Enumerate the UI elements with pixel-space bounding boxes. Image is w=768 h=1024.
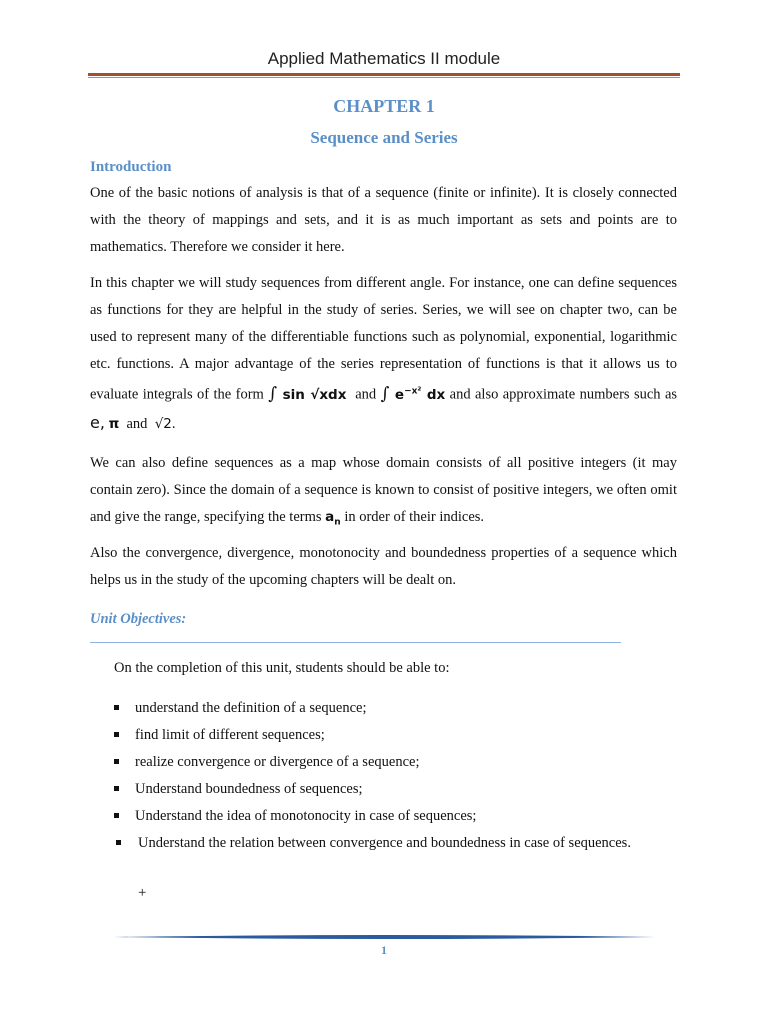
paragraph-2-text: In this chapter we will study sequences from different angle. For instance, one can define sequences as functions for they are helpful in the study of series. Series, we will see on chapter two, can be used to represent many of the differentiable functions such as polynomial, exponential, logarithmic etc. functions. A major advantage of the series representation of functions is that it allows us to evaluate integrals of the form: [90, 275, 677, 403]
unit-objectives-heading: Unit Objectives:: [90, 611, 187, 627]
introduction-paragraph-3: [90, 450, 677, 537]
square-bullet-icon: [116, 840, 121, 845]
chapter-label: CHAPTER 1: [333, 96, 435, 116]
square-bullet-icon: [114, 786, 119, 791]
objectives-underline: [90, 642, 621, 643]
header-rule: [88, 73, 680, 76]
sequence-term-symbol: $a_n$: [325, 509, 341, 528]
paragraph-3-tail: in order of their indices.: [344, 509, 485, 525]
square-bullet-icon: [114, 732, 119, 737]
introduction-heading: Introduction: [90, 159, 172, 175]
list-item: realize convergence or divergence of a sequence;: [112, 751, 631, 778]
sentence-period: .: [171, 415, 176, 432]
running-header-title: Applied Mathematics II module: [267, 49, 501, 68]
introduction-paragraph-2: [90, 270, 677, 438]
and-connector-2: and: [126, 415, 148, 432]
square-bullet-icon: [114, 705, 119, 710]
integral-e-minus-x-squared: ∫ $e^{-x^2}$ dx: [380, 383, 446, 404]
square-bullet-icon: [114, 759, 119, 764]
header-rule-thin: [88, 77, 680, 78]
constant-pi: π: [108, 415, 120, 432]
integral-sin-sqrt-x: ∫ sin √xdx: [268, 383, 347, 404]
objectives-list: [112, 697, 631, 859]
introduction-paragraph-4: Also the convergence, divergence, monotonocity and boundedness properties of a sequence which helps us in the study of the upcoming chapters will be dealt on.: [90, 545, 677, 588]
stray-plus-mark: +: [138, 885, 147, 901]
constant-e: e,: [90, 412, 105, 432]
and-connector: and: [355, 386, 377, 403]
list-item: Understand the idea of monotonocity in case of sequences;: [112, 805, 631, 832]
paragraph-2-mid: and also approximate numbers such as: [449, 386, 678, 403]
list-item: find limit of different sequences;: [112, 724, 631, 751]
introduction-paragraph-1: One of the basic notions of analysis is that of a sequence (finite or infinite). It is closely connected with the theory of mappings and sets, and it is as much important as sets and points are to mathematics. Therefore we consider it here.: [90, 185, 677, 255]
list-item: Understand boundedness of sequences;: [112, 778, 631, 805]
list-item: understand the definition of a sequence;: [112, 697, 631, 724]
constant-sqrt-2: √2: [154, 415, 172, 432]
footer-rule: [114, 934, 656, 940]
objectives-intro: On the completion of this unit, students should be able to:: [114, 660, 450, 676]
paragraph-3-text: We can also define sequences as a map whose domain consists of all positive integers (it may contain zero). Since the domain of a sequence is known to consist of positive integers, we often omit and give the range, specifying the terms: [90, 455, 677, 525]
chapter-title: Sequence and Series: [310, 128, 458, 147]
square-bullet-icon: [114, 813, 119, 818]
page-number: 1: [381, 943, 387, 957]
list-item: Understand the relation between convergence and boundedness in case of sequences.: [112, 832, 631, 859]
